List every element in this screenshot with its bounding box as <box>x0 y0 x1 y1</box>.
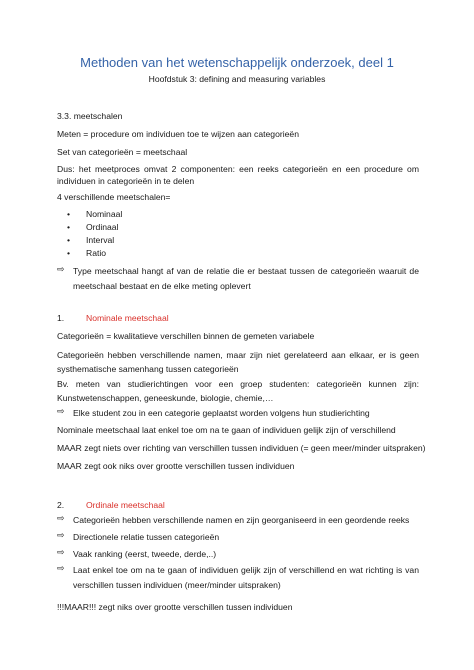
list-item: Ratio <box>86 248 107 258</box>
heading-number: 1. <box>57 313 65 323</box>
paragraph: 4 verschillende meetschalen= <box>57 192 171 202</box>
document-title: Methoden van het wetenschappelijk onderzoek, deel 1 <box>80 55 394 70</box>
paragraph: Meten = procedure om individuen toe te wijzen aan categorieën <box>57 129 299 139</box>
arrow-right-icon: ⇨ <box>57 513 65 523</box>
arrow-note: Directionele relatie tussen categorieën <box>73 532 220 542</box>
paragraph: Categorieën hebben verschillende namen, maar zijn niet gerelateerd aan elkaar, er is geen systhematische samenhang tussen categorieën <box>57 350 419 374</box>
bullet-icon: • <box>67 248 71 258</box>
arrow-note: Type meetschaal hangt af van de relatie die er bestaat tussen de categorieën waaruit de meetschaal bestaat en de elke meting oplevert <box>73 266 419 291</box>
arrow-note: Vaak ranking (eerst, tweede, derde,..) <box>73 549 217 559</box>
heading-nominal: Nominale meetschaal <box>86 313 169 323</box>
list-item: Ordinaal <box>86 222 119 232</box>
paragraph: Set van categorieën = meetschaal <box>57 147 188 157</box>
arrow-note: Categorieën hebben verschillende namen en zijn georganiseerd in een geordende reeks <box>73 515 410 525</box>
bullet-icon: • <box>67 209 71 219</box>
paragraph: Categorieën = kwalitatieve verschillen binnen de gemeten variabele <box>57 331 315 341</box>
arrow-right-icon: ⇨ <box>57 264 65 274</box>
list-item: Interval <box>86 235 115 245</box>
document-subtitle: Hoofdstuk 3: defining and measuring variables <box>148 74 326 84</box>
heading-number: 2. <box>57 500 65 510</box>
arrow-right-icon: ⇨ <box>57 406 65 416</box>
paragraph: MAAR zegt ook niks over grootte verschillen tussen individuen <box>57 461 295 471</box>
paragraph: MAAR zegt niets over richting van verschillen tussen individuen (= geen meer/minder uitspraken) <box>57 443 426 453</box>
arrow-right-icon: ⇨ <box>57 530 65 540</box>
heading-ordinal: Ordinale meetschaal <box>86 500 165 510</box>
paragraph: Dus: het meetproces omvat 2 componenten: een reeks categorieën en een procedure om individuen in categorieën in te delen <box>57 164 419 186</box>
arrow-note: Laat enkel toe om na te gaan of individuen gelijk zijn of verschillend en wat richting is van verschillen tussen individuen (meer/minder uitspraken) <box>73 565 419 590</box>
bullet-icon: • <box>67 235 71 245</box>
arrow-note: Elke student zou in een categorie geplaatst worden volgens hun studierichting <box>73 408 370 418</box>
paragraph: Nominale meetschaal laat enkel toe om na te gaan of individuen gelijk zijn of verschillend <box>57 425 396 435</box>
arrow-right-icon: ⇨ <box>57 563 65 573</box>
paragraph: !!!MAAR!!! zegt niks over grootte verschillen tussen individuen <box>57 602 293 612</box>
bullet-icon: • <box>67 222 71 232</box>
paragraph: Bv. meten van studierichtingen voor een groep studenten: categorieën kunnen zijn: Kunstwetenschappen, geneeskunde, biologie, chemie,… <box>57 379 419 403</box>
arrow-right-icon: ⇨ <box>57 547 65 557</box>
list-item: Nominaal <box>86 209 123 219</box>
section-heading: 3.3. meetschalen <box>57 111 123 121</box>
